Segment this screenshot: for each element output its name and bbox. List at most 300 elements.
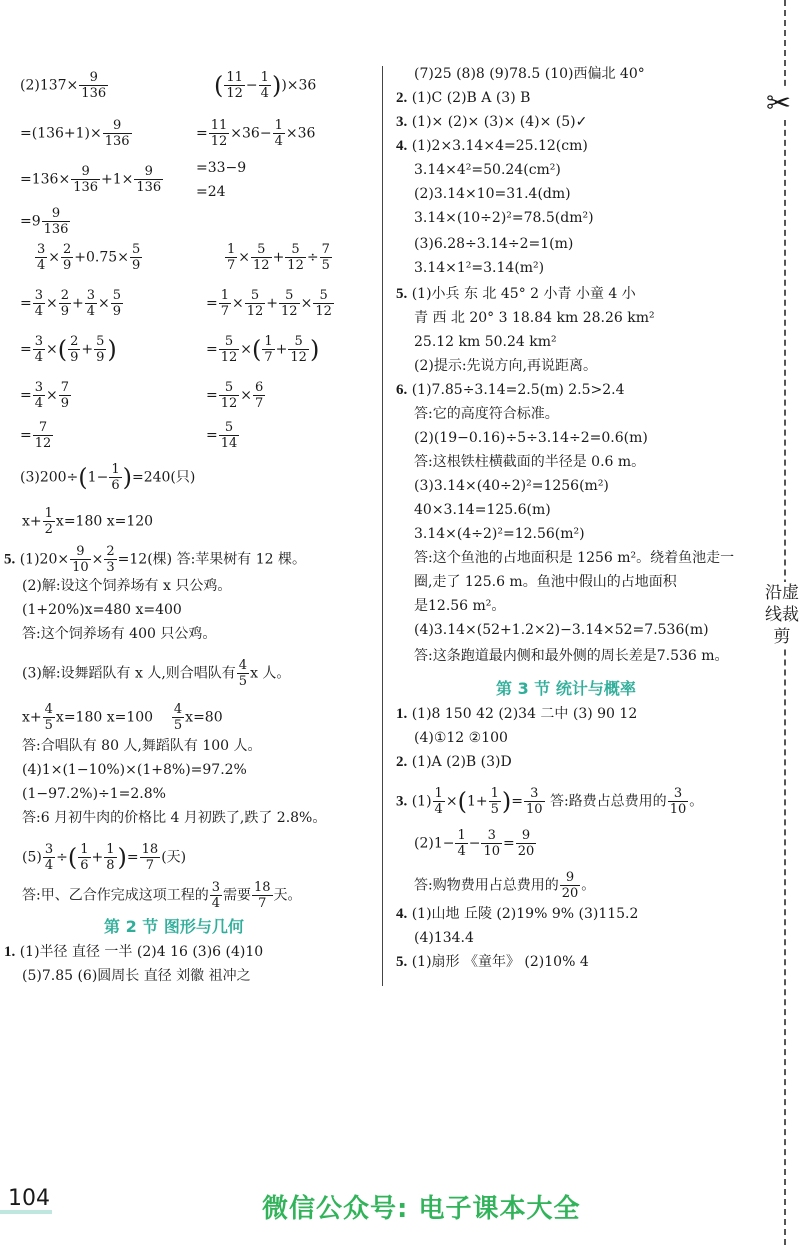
text: x=80 xyxy=(185,709,223,726)
text: × xyxy=(445,793,458,810)
numerator: 1 xyxy=(111,462,120,477)
text: = xyxy=(206,427,218,444)
fraction xyxy=(104,842,116,873)
numerator: 2 xyxy=(63,242,72,257)
numerator: 11 xyxy=(226,70,243,85)
question-number: 3. xyxy=(396,114,408,130)
denominator: 4 xyxy=(34,350,44,365)
numerator: 3 xyxy=(668,786,689,802)
text-line: (4)134.4 xyxy=(414,930,474,946)
numerator: 3 xyxy=(86,288,96,303)
denominator: 5 xyxy=(490,802,499,817)
text: ÷ xyxy=(56,849,68,866)
math-line xyxy=(20,164,164,195)
fraction xyxy=(85,288,97,319)
denominator: 12 xyxy=(253,258,270,273)
denominator: 9 xyxy=(70,350,79,365)
math-line: =33−9 xyxy=(196,160,247,176)
text: (1)20× xyxy=(19,551,70,568)
denominator: 9 xyxy=(131,258,141,273)
numerator: 5 xyxy=(131,242,141,257)
text-line xyxy=(396,904,638,924)
fraction xyxy=(262,334,274,365)
fraction xyxy=(489,786,501,817)
numerator: 4 xyxy=(44,702,53,717)
fraction xyxy=(140,842,161,873)
numerator: 5 xyxy=(219,380,240,396)
fraction xyxy=(94,334,106,365)
text-line xyxy=(396,88,530,108)
numerator: 9 xyxy=(103,118,132,134)
text-line: (2)解:设这个饲养场有 x 只公鸡。 xyxy=(22,578,232,594)
numerator: 9 xyxy=(70,544,91,560)
numerator: 1 xyxy=(80,842,89,857)
denominator: 9 xyxy=(60,396,70,411)
question-number: 2. xyxy=(396,90,408,106)
fraction xyxy=(279,288,300,319)
math-line: (3)200÷(1− $\frac{1}{6}$ )=240(只) xyxy=(20,462,196,493)
fraction xyxy=(224,70,245,101)
fraction xyxy=(219,420,240,451)
numerator: 1 xyxy=(274,118,283,133)
math-line xyxy=(224,242,333,273)
fraction xyxy=(59,380,71,411)
fraction xyxy=(78,842,90,873)
question-number: 5. xyxy=(396,286,408,302)
question-number: 5. xyxy=(396,954,408,970)
question-number: 1. xyxy=(396,706,408,722)
text: × xyxy=(240,387,253,404)
text: +0.75× xyxy=(74,249,129,266)
numerator: 6 xyxy=(255,380,264,395)
fraction xyxy=(245,288,266,319)
question-number: 6. xyxy=(396,382,408,398)
fraction xyxy=(33,380,45,411)
fraction xyxy=(433,786,445,817)
text: (1)C (2)B A (3) B xyxy=(411,90,531,106)
denominator: 7 xyxy=(264,350,273,365)
denominator: 9 xyxy=(96,350,105,365)
numerator: 18 xyxy=(141,842,159,857)
numerator: 18 xyxy=(254,880,271,895)
numerator: 7 xyxy=(60,380,70,395)
paren: ) xyxy=(501,787,512,816)
math-line xyxy=(20,420,54,451)
denominator: 4 xyxy=(44,858,54,873)
fraction xyxy=(313,288,334,319)
denominator: 12 xyxy=(34,436,52,451)
page-number: 104 xyxy=(8,1186,50,1211)
text: × xyxy=(98,295,110,312)
math-line xyxy=(20,288,124,319)
numerator: 5 xyxy=(285,242,306,258)
fraction xyxy=(210,880,222,911)
numerator: 1 xyxy=(220,288,230,303)
denominator: 136 xyxy=(81,86,107,101)
denominator: 6 xyxy=(80,858,89,873)
numerator: 4 xyxy=(238,658,248,673)
fraction xyxy=(61,242,73,273)
question-number: 4. xyxy=(396,906,408,922)
text-line: (7)25 (8)8 (9)78.5 (10)西偏北 40° xyxy=(414,66,645,82)
text: (2)137× xyxy=(20,77,79,94)
text-line xyxy=(22,880,302,911)
math-line xyxy=(206,288,335,319)
text-line: (2)(19−0.16)÷5÷3.14÷2=0.6(m) xyxy=(414,430,648,446)
denominator: 20 xyxy=(517,844,535,859)
fraction xyxy=(59,288,71,319)
math-line xyxy=(214,70,316,101)
section-heading: 第 2 节 图形与几何 xyxy=(104,917,244,936)
text: (5) xyxy=(22,849,42,866)
text: 答:购物费用占总费用的 xyxy=(414,877,559,894)
fraction xyxy=(455,828,467,859)
math-line xyxy=(414,828,537,859)
text: = xyxy=(503,835,515,852)
text: =240(只) xyxy=(131,469,196,486)
denominator: 10 xyxy=(525,802,543,817)
denominator: 20 xyxy=(561,886,579,901)
numerator: 3 xyxy=(34,334,44,349)
text-line xyxy=(414,870,595,901)
fraction xyxy=(33,334,45,365)
denominator: 4 xyxy=(260,86,269,101)
text-line xyxy=(396,704,637,724)
text: 天。 xyxy=(273,887,302,904)
numerator: 1 xyxy=(227,242,236,257)
text: + xyxy=(72,295,84,312)
text-line xyxy=(396,136,588,156)
numerator: 3 xyxy=(34,380,44,395)
text: ×36 xyxy=(285,125,316,142)
text: × xyxy=(46,341,58,358)
text: 答:路费占总费用的 xyxy=(545,793,667,810)
denominator: 7 xyxy=(220,304,230,319)
paren: ) xyxy=(122,463,132,492)
fraction xyxy=(111,288,123,319)
numerator: 1 xyxy=(264,334,273,349)
text-line: 3.14×(10÷2)²=78.5(dm²) xyxy=(414,210,594,226)
denominator: 7 xyxy=(258,896,267,911)
math-line xyxy=(206,420,240,451)
text: (1)7.85÷3.14=2.5(m) 2.5>2.4 xyxy=(411,382,625,398)
numerator: 2 xyxy=(60,288,70,303)
fraction xyxy=(43,702,55,733)
text-line: 答:6 月初牛肉的价格比 4 月初跌了,跌了 2.8%。 xyxy=(22,810,327,826)
fraction xyxy=(130,242,142,273)
text-line: (1−97.2%)÷1=2.8% xyxy=(22,786,166,802)
fraction xyxy=(33,288,45,319)
text: (1)2×3.14×4=25.12(cm) xyxy=(411,138,588,154)
section-heading: 第 3 节 统计与概率 xyxy=(496,679,636,698)
text-line xyxy=(4,942,263,962)
denominator: 12 xyxy=(210,134,228,149)
text-line: (1+20%)x=480 x=400 xyxy=(22,602,182,618)
denominator: 5 xyxy=(238,674,248,689)
numerator: 9 xyxy=(71,164,100,180)
text: = xyxy=(20,427,32,444)
denominator: 5 xyxy=(321,258,330,273)
fraction xyxy=(225,242,237,273)
scissors-icon: ✂ xyxy=(766,86,792,121)
fraction xyxy=(172,702,184,733)
denominator: 7 xyxy=(255,396,264,411)
text: × xyxy=(48,249,61,266)
text: +1× xyxy=(101,171,134,188)
denominator: 4 xyxy=(34,396,44,411)
numerator: 1 xyxy=(457,828,466,843)
fraction xyxy=(43,842,55,873)
text: x 人。 xyxy=(250,665,291,682)
text-line: 圈,走了 125.6 m。鱼池中假山的占地面积 xyxy=(414,574,677,590)
text-line: 答:它的高度符合标准。 xyxy=(414,406,559,422)
text: (1)A (2)B (3)D xyxy=(411,754,512,770)
fraction xyxy=(219,380,240,411)
text-line: 3.14×(4÷2)²=12.56(m²) xyxy=(414,526,585,542)
math-line xyxy=(20,380,72,411)
denominator: 4 xyxy=(434,802,443,817)
text: × xyxy=(238,249,251,266)
denominator: 7 xyxy=(145,858,155,873)
numerator: 5 xyxy=(279,288,300,304)
text: = xyxy=(20,295,32,312)
denominator: 9 xyxy=(112,304,122,319)
fraction xyxy=(251,242,272,273)
numerator: 5 xyxy=(219,420,240,436)
denominator: 12 xyxy=(315,304,332,319)
question-number: 4. xyxy=(396,138,408,154)
paren: ( xyxy=(57,335,68,364)
paren: ( xyxy=(214,71,224,100)
text: = xyxy=(206,387,218,404)
fraction xyxy=(668,786,689,817)
text: + xyxy=(266,295,279,312)
text: × xyxy=(46,387,58,404)
question-number: 5. xyxy=(4,551,16,568)
column-divider xyxy=(382,66,383,986)
text-line: 答:合唱队有 80 人,舞蹈队有 100 人。 xyxy=(22,738,262,754)
denominator: 9 xyxy=(63,258,72,273)
text-line: 青 西 北 20° 3 18.84 km 28.26 km² xyxy=(414,310,655,326)
numerator: 2 xyxy=(106,544,115,559)
numerator: 3 xyxy=(37,242,46,257)
math-line xyxy=(22,702,223,733)
fraction xyxy=(219,288,231,319)
text-line: 答:这条跑道最内侧和最外侧的周长差是7.536 m。 xyxy=(414,648,729,664)
paren: ) xyxy=(271,71,282,100)
math-line xyxy=(20,334,117,365)
math-line xyxy=(20,70,109,101)
text: × xyxy=(46,295,58,312)
denominator: 9 xyxy=(60,304,70,319)
text: x=180 x=120 xyxy=(55,513,154,530)
text: x=180 x=100 xyxy=(55,709,154,726)
text: = xyxy=(20,341,32,358)
numerator: 9 xyxy=(560,870,581,886)
fraction xyxy=(237,658,249,689)
fraction xyxy=(42,206,71,237)
fraction xyxy=(252,880,273,911)
denominator: 5 xyxy=(173,718,183,733)
numerator: 11 xyxy=(210,118,228,133)
numerator: 5 xyxy=(245,288,266,304)
paren: ) xyxy=(309,335,320,364)
fraction xyxy=(516,828,537,859)
text: (1)山地 丘陵 (2)19% 9% (3)115.2 xyxy=(411,906,639,922)
watermark-text: 微信公众号: 电子课本大全 xyxy=(262,1194,581,1224)
numerator: 3 xyxy=(524,786,545,802)
denominator: 6 xyxy=(111,478,120,493)
text: = xyxy=(206,295,218,312)
text: = xyxy=(20,387,32,404)
fraction xyxy=(253,380,265,411)
text: × xyxy=(240,341,253,358)
denominator: 12 xyxy=(226,86,243,101)
text: (1)8 150 42 (2)34 二中 (3) 90 12 xyxy=(411,706,638,722)
denominator: 14 xyxy=(220,436,238,451)
math-line: =24 xyxy=(196,184,226,200)
text: + xyxy=(272,249,285,266)
numerator: 3 xyxy=(44,842,54,857)
fraction xyxy=(273,118,285,149)
text: + xyxy=(91,849,104,866)
text: (3)200÷ xyxy=(20,469,79,486)
fraction xyxy=(71,164,100,195)
question-5 xyxy=(4,544,306,575)
fraction xyxy=(481,828,502,859)
cut-instruction: 沿虚线裁剪 xyxy=(765,583,799,647)
text-line: 答:这根铁柱横截面的半径是 0.6 m。 xyxy=(414,454,646,470)
math-line xyxy=(34,242,143,273)
text-line xyxy=(396,380,625,400)
text: ÷ xyxy=(306,249,319,266)
denominator: 10 xyxy=(483,844,501,859)
numerator: 9 xyxy=(42,206,71,222)
question-number: 1. xyxy=(4,944,16,960)
fraction xyxy=(104,544,116,575)
text: x+ xyxy=(22,513,42,530)
text: + xyxy=(81,341,94,358)
fraction xyxy=(209,118,230,149)
denominator: 12 xyxy=(220,396,238,411)
fraction xyxy=(43,506,55,537)
text-line xyxy=(396,112,587,132)
text: − xyxy=(468,835,481,852)
numerator: 5 xyxy=(96,334,105,349)
text: (天) xyxy=(161,849,187,866)
denominator: 3 xyxy=(106,560,115,575)
denominator: 12 xyxy=(287,258,304,273)
denominator: 12 xyxy=(281,304,298,319)
paren: ( xyxy=(67,843,78,872)
text: =9 xyxy=(20,213,41,230)
numerator: 4 xyxy=(173,702,183,717)
text-line: 25.12 km 50.24 km² xyxy=(414,334,557,350)
numerator: 1 xyxy=(106,842,115,857)
numerator: 9 xyxy=(516,828,537,844)
text-line: (4)1×(1−10%)×(1+8%)=97.2% xyxy=(22,762,247,778)
operator: − xyxy=(245,77,258,94)
text-line: 40×3.14=125.6(m) xyxy=(414,502,551,518)
fraction xyxy=(524,786,545,817)
numerator: 1 xyxy=(44,506,53,521)
fraction xyxy=(103,118,132,149)
paren: ( xyxy=(252,335,262,364)
text-line xyxy=(396,952,589,972)
text: = xyxy=(511,793,523,810)
fraction xyxy=(219,334,240,365)
text-line: 是12.56 m²。 xyxy=(414,598,506,614)
fraction xyxy=(109,462,121,493)
denominator: 4 xyxy=(86,304,96,319)
math-line xyxy=(206,334,319,365)
paren: ( xyxy=(78,463,88,492)
text-line: (2)提示:先说方向,再说距离。 xyxy=(414,358,597,374)
fraction xyxy=(70,544,91,575)
denominator: 12 xyxy=(220,350,238,365)
text-line xyxy=(396,752,512,772)
question-number: 2. xyxy=(396,754,408,770)
numerator: 9 xyxy=(134,164,163,180)
fraction xyxy=(259,70,271,101)
text: (1)扇形 《童年》 (2)10% 4 xyxy=(411,954,589,970)
text: x+ xyxy=(22,709,42,726)
text: (1) xyxy=(411,793,432,810)
denominator: 7 xyxy=(227,258,236,273)
text: (1)小兵 东 北 45° 2 小青 小童 4 小 xyxy=(411,286,636,302)
numerator: 1 xyxy=(260,70,269,85)
numerator: 7 xyxy=(321,242,330,257)
denominator: 10 xyxy=(72,560,89,575)
fraction xyxy=(79,70,108,101)
text: = xyxy=(196,125,208,142)
text: (3)解:设舞蹈队有 x 人,则合唱队有 xyxy=(22,665,236,682)
numerator: 1 xyxy=(490,786,499,801)
fraction xyxy=(134,164,163,195)
math-line xyxy=(22,506,153,537)
text-line: (2)3.14×10=31.4(dm) xyxy=(414,186,571,202)
denominator: 2 xyxy=(44,522,53,537)
numerator: 5 xyxy=(219,334,240,350)
denominator: 136 xyxy=(136,180,162,195)
numerator: 2 xyxy=(70,334,79,349)
fraction xyxy=(560,870,581,901)
denominator: 136 xyxy=(104,134,130,149)
denominator: 4 xyxy=(37,258,46,273)
text: 。 xyxy=(581,877,596,894)
text: (1)× (2)× (3)× (4)× (5)✓ xyxy=(411,114,588,130)
numerator: 3 xyxy=(481,828,502,844)
numerator: 7 xyxy=(33,420,54,436)
paren: ) xyxy=(107,335,117,364)
text: × xyxy=(300,295,313,312)
text: 答:甲、乙合作完成这项工程的 xyxy=(22,887,209,904)
fraction xyxy=(35,242,47,273)
fraction xyxy=(68,334,80,365)
text: =136× xyxy=(20,171,71,188)
text: 需要 xyxy=(223,887,251,904)
numerator: 3 xyxy=(211,880,220,895)
denominator: 4 xyxy=(457,844,466,859)
fraction xyxy=(33,420,54,451)
denominator: 4 xyxy=(211,896,220,911)
text: =12(棵) 答:苹果树有 12 棵。 xyxy=(117,551,307,568)
text: 。 xyxy=(689,793,704,810)
numerator: 1 xyxy=(434,786,443,801)
text: ×36− xyxy=(230,125,272,142)
text-line: 3.14×4²=50.24(cm²) xyxy=(414,162,561,178)
text-line: (5)7.85 (6)圆周长 直径 刘徽 祖冲之 xyxy=(22,968,251,984)
